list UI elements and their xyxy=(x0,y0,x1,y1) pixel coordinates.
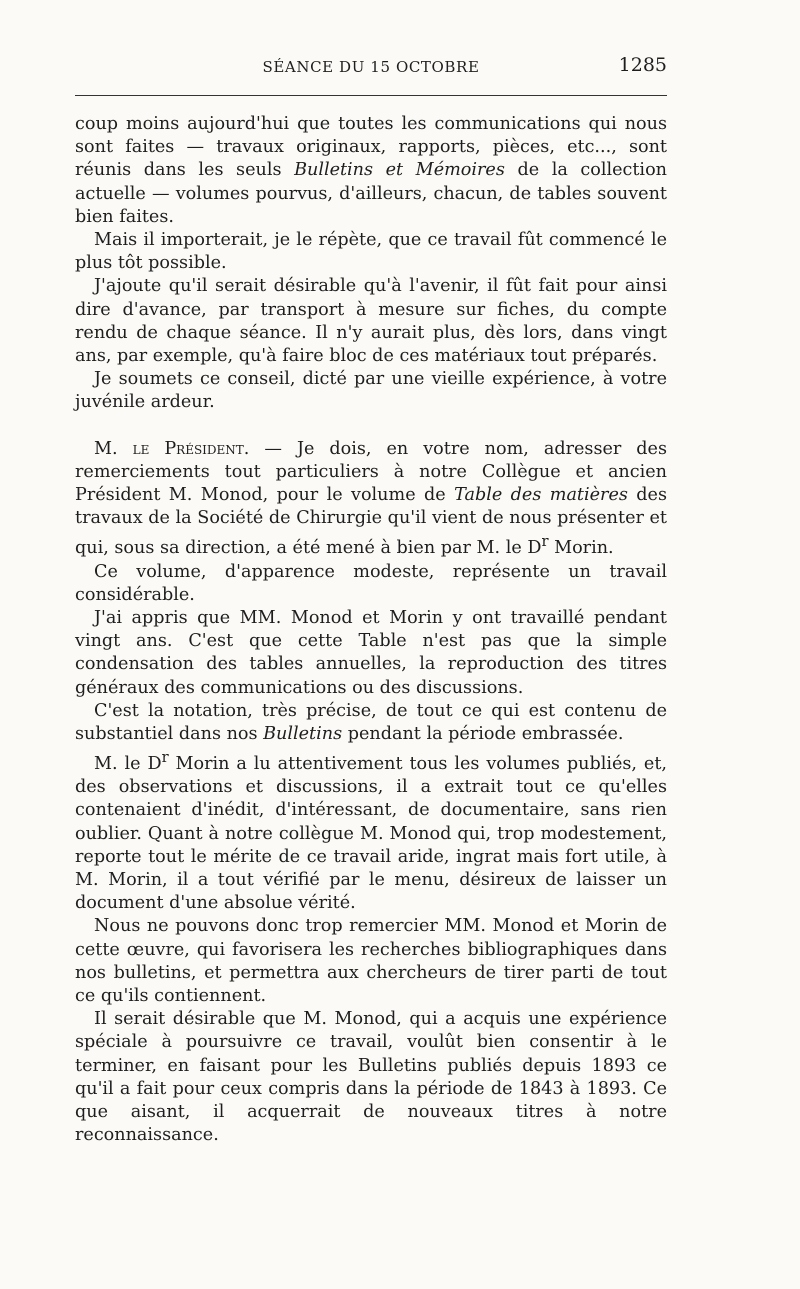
italic-title: Table des matières xyxy=(454,485,628,506)
paragraph-6: Ce volume, d'apparence modeste, représente un travail considérable. xyxy=(75,561,667,605)
paragraph-4: Je soumets ce conseil, dicté par une vieille expérience, à votre juvénile ardeur. xyxy=(75,369,667,413)
paragraph-10: Nous ne pouvons donc trop remercier MM. Monod et Morin de cette œuvre, qui favorisera les recherches bibliographiques dans nos bulletins, et permettra aux chercheurs de tirer parti de tout ce qu'ils contiennent. xyxy=(75,916,667,1007)
header-rule xyxy=(75,95,667,96)
italic-title: Bulletins et Mémoires xyxy=(294,160,505,181)
page-number: 1285 xyxy=(618,54,667,76)
paragraph-11: Il serait désirable que M. Monod, qui a acquis une expérience spéciale à poursuivre ce travail, voulût bien consentir à le terminer, en faisant pour les Bulletins publiés depuis 1893 ce qu'il a fait pour ceux compris dans la période de 1843 à 1893. Ce que aisant, il acquerrait de nouveaux titres à notre reconnaissance. xyxy=(75,1009,667,1146)
paragraph-8: C'est la notation, très précise, de tout ce qui est contenu de substantiel dans nos Bulletins pendant la période embrassée. xyxy=(75,700,667,744)
speaker-label: M. le Président. xyxy=(94,438,250,459)
paragraph-9: M. le $D^r$ Morin a lu attentivement tous les volumes publiés, et, des observations et discussions, il a extrait tout ce qu'elles contenaient d'inédit, d'intéressant, de documentaire, sans rien oublier. Quant à notre collègue M. Monod qui, trop modestement, reporte tout le mérite de ce travail aride, ingrat mais fort utile, à M. Morin, il a tout vérifié par le menu, désireux de laisser un document d'une absolue vérité. xyxy=(75,749,667,914)
paragraph-3: J'ajoute qu'il serait désirable qu'à l'avenir, il fût fait pour ainsi dire d'avance, par transport à mesure sur fiches, du compte rendu de chaque séance. Il n'y aurait plus, dès lors, dans vingt ans, par exemple, qu'à faire bloc de ces matériaux tout préparés. xyxy=(75,276,667,367)
paragraph-2: Mais il importerait, je le répète, que ce travail fût commencé le plus tôt possible. xyxy=(75,230,667,274)
body-text xyxy=(75,113,667,1147)
paragraph-7: J'ai appris que MM. Monod et Morin y ont travaillé pendant vingt ans. C'est que cette Table n'est pas que la simple condensation des tables annuelles, la reproduction des titres généraux des communications ou des discussions. xyxy=(75,607,667,698)
page-header xyxy=(75,50,667,80)
italic-title: Bulletins xyxy=(263,723,343,744)
running-title: SÉANCE DU 15 OCTOBRE xyxy=(262,58,480,76)
paragraph-5: M. le Président. — Je dois, en votre nom, adresser des remerciements tout particuliers à notre Collègue et ancien Président M. Monod, pour le volume de Table des matières des travaux de la Société de Chirurgie qu'il vient de nous présenter et qui, sous sa direction, a été mené à bien par M. le $D^r$ Morin. xyxy=(75,438,667,559)
paragraph-1: coup moins aujourd'hui que toutes les communications qui nous sont faites — travaux originaux, rapports, pièces, etc..., sont réunis dans les seuls Bulletins et Mémoires de la collection actuelle — volumes pourvus, d'ailleurs, chacun, de tables souvent bien faites. xyxy=(75,114,667,227)
